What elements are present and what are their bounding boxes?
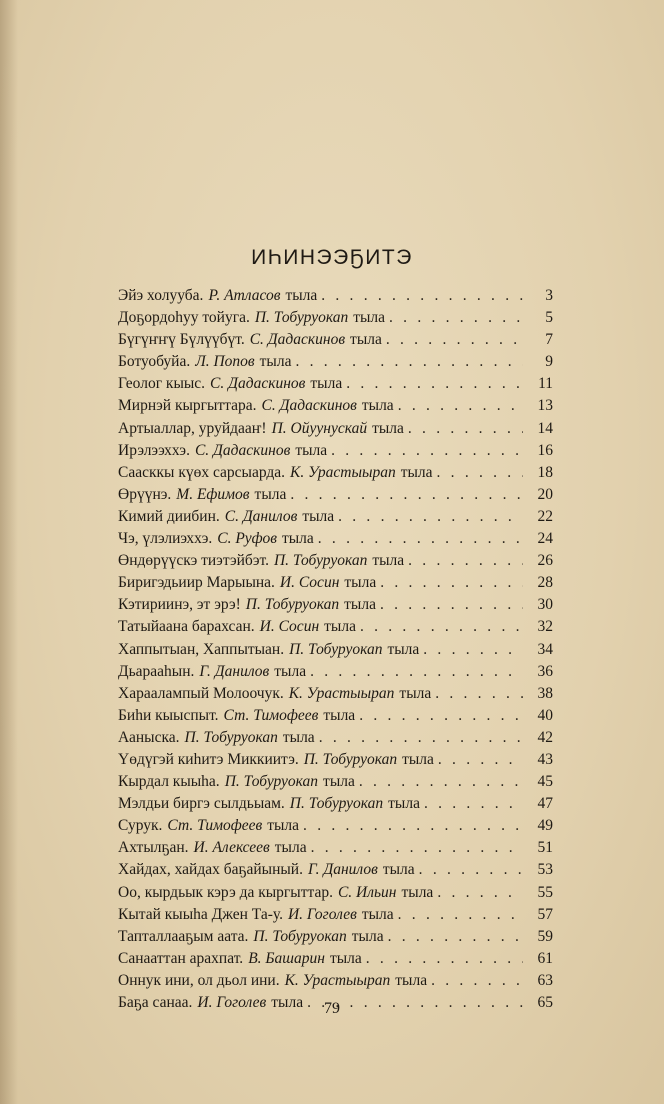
entry-page-number: 14 <box>537 419 553 437</box>
dot-leader <box>380 572 523 594</box>
entry-author: С. Дадаскинов <box>194 441 291 459</box>
entry-translator-label: тыла <box>361 905 394 923</box>
toc-entry <box>118 373 553 395</box>
entry-translator-label: тыла <box>388 795 420 813</box>
entry-translator-label: тыла <box>274 662 307 680</box>
entry-translator-label: тыла <box>329 949 362 967</box>
entry-translator-label: тыла <box>295 441 328 459</box>
toc-entry <box>118 550 553 572</box>
toc-entry <box>118 440 553 462</box>
entry-translator-label: тыла <box>372 552 405 570</box>
entry-title: Кырдал кыыһа. <box>118 773 220 791</box>
entry-title: Бүгүҥҥү Бүлүүбүт. <box>118 331 245 349</box>
entry-page-number: 11 <box>538 375 553 393</box>
entry-page-number: 7 <box>545 331 553 349</box>
entry-translator-label: тыла <box>302 507 335 525</box>
entry-title: Артыаллар, уруйдааҥ! <box>118 419 267 437</box>
entry-author: С. Данилов <box>224 507 298 525</box>
dot-leader <box>389 307 523 329</box>
toc-entry <box>118 926 553 948</box>
entry-title: Доҕордоһуу тойуга. <box>118 309 250 327</box>
entry-translator-label: тыла <box>344 596 376 614</box>
entry-author: П. Тобуруокап <box>289 795 384 813</box>
entry-page-number: 18 <box>537 463 553 481</box>
entry-author: П. Тобуруокап <box>253 927 347 945</box>
entry-title: Кимий диибин. <box>118 507 220 525</box>
dot-leader <box>419 859 523 881</box>
entry-author: И. Гоголев <box>197 994 267 1011</box>
dot-leader <box>386 329 523 351</box>
dot-leader <box>346 373 523 395</box>
entry-title: Татыйаана барахсан. <box>118 618 255 636</box>
entry-page-number: 65 <box>537 994 553 1011</box>
dot-leader <box>380 594 523 616</box>
entry-author: И. Сосин <box>259 618 320 636</box>
toc-entry <box>118 904 553 926</box>
table-of-contents <box>118 285 553 1014</box>
dot-leader <box>318 528 523 550</box>
dot-leader <box>423 639 523 661</box>
entry-page-number: 26 <box>537 552 553 570</box>
entry-title: Өндөрүүскэ тиэтэйбэт. <box>118 552 269 570</box>
entry-author: П. Тобуруокап <box>184 728 278 746</box>
page-number: 79 <box>324 1000 340 1017</box>
entry-author: Г. Данилов <box>307 861 378 879</box>
dot-leader <box>398 904 523 926</box>
page-title: ИҺИНЭЭҔИТЭ <box>251 246 413 269</box>
toc-entry <box>118 859 553 881</box>
entry-author: И. Алексеев <box>193 839 270 857</box>
entry-title: Дьарааһын. <box>118 662 195 680</box>
entry-title: Биһи кыыспыт. <box>118 706 219 724</box>
dot-leader <box>311 837 523 859</box>
entry-translator-label: тыла <box>254 485 287 503</box>
entry-page-number: 38 <box>537 684 553 702</box>
entry-page-number: 49 <box>537 817 553 835</box>
dot-leader <box>388 926 523 948</box>
dot-leader <box>437 462 523 484</box>
entry-translator-label: тыла <box>353 309 386 327</box>
entry-translator-label: тыла <box>271 994 304 1011</box>
entry-title: Ахтылҕан. <box>118 839 189 857</box>
toc-entry <box>118 639 553 661</box>
dot-leader <box>359 771 523 793</box>
toc-entry <box>118 661 553 683</box>
entry-page-number: 59 <box>537 927 553 945</box>
entry-author: С. Дадаскинов <box>261 397 357 415</box>
toc-entry <box>118 970 553 992</box>
entry-title: Ботуобуйа. <box>118 353 191 371</box>
entry-translator-label: тыла <box>402 750 434 768</box>
entry-title: Кытай кыыһа Джен Та-у. <box>118 905 283 923</box>
entry-title: Саасккы күөх сарсыарда. <box>118 463 286 481</box>
entry-page-number: 61 <box>537 949 553 967</box>
dot-leader <box>431 970 523 992</box>
dot-leader <box>338 506 523 528</box>
entry-page-number: 3 <box>545 287 553 304</box>
entry-author: К. Урастыырап <box>290 463 396 481</box>
dot-leader <box>290 484 523 506</box>
entry-translator-label: тыла <box>285 287 318 304</box>
entry-page-number: 36 <box>537 662 553 680</box>
entry-title: Чэ, үлэлиэххэ. <box>118 530 213 548</box>
dot-leader <box>321 285 523 307</box>
toc-entry <box>118 329 553 351</box>
entry-translator-label: тыла <box>395 971 428 989</box>
entry-page-number: 40 <box>537 706 553 724</box>
entry-author: С. Ильин <box>337 883 397 901</box>
entry-page-number: 51 <box>537 839 553 857</box>
entry-title: Баҕа санаа. <box>118 994 193 1011</box>
entry-page-number: 9 <box>545 353 553 371</box>
toc-entry <box>118 793 553 815</box>
entry-page-number: 22 <box>537 507 553 525</box>
dot-leader <box>319 727 523 749</box>
entry-translator-label: тыла <box>351 927 384 945</box>
entry-title: Оо, кырдьык кэрэ да кыргыттар. <box>118 883 333 901</box>
entry-translator-label: тыла <box>267 817 300 835</box>
spine-shadow <box>0 0 18 1104</box>
dot-leader <box>437 882 523 904</box>
entry-author: Ст. Тимофеев <box>223 706 319 724</box>
entry-author: С. Дадаскинов <box>249 331 346 349</box>
entry-author: П. Ойуунускай <box>271 419 368 437</box>
entry-author: С. Руфов <box>217 530 277 548</box>
dot-leader <box>303 815 523 837</box>
toc-entry <box>118 727 553 749</box>
entry-page-number: 28 <box>537 574 553 592</box>
entry-author: П. Тобуруокап <box>303 750 398 768</box>
toc-entry <box>118 307 553 329</box>
entry-page-number: 43 <box>537 750 553 768</box>
entry-page-number: 63 <box>537 971 553 989</box>
entry-author: Ст. Тимофеев <box>167 817 263 835</box>
entry-page-number: 20 <box>537 485 553 503</box>
toc-entry <box>118 948 553 970</box>
toc-entry <box>118 749 553 771</box>
dot-leader <box>398 395 523 417</box>
entry-title: Эйэ холууба. <box>118 287 204 304</box>
entry-title: Сурук. <box>118 817 163 835</box>
entry-page-number: 47 <box>537 795 553 813</box>
entry-page-number: 24 <box>537 530 553 548</box>
entry-page-number: 5 <box>545 309 553 327</box>
entry-translator-label: тыла <box>372 419 404 437</box>
toc-entry <box>118 351 553 373</box>
entry-translator-label: тыла <box>281 530 314 548</box>
entry-translator-label: тыла <box>310 375 343 393</box>
toc-entry <box>118 418 553 440</box>
toc-entry <box>118 395 553 417</box>
dot-leader <box>435 683 523 705</box>
toc-entry <box>118 815 553 837</box>
toc-entry <box>118 285 553 307</box>
entry-title: Мирнэй кыргыттара. <box>118 397 257 415</box>
dot-leader <box>359 705 523 727</box>
entry-author: И. Гоголев <box>287 905 357 923</box>
entry-title: Тапталлааҕым аата. <box>118 927 249 945</box>
dot-leader <box>424 793 523 815</box>
entry-page-number: 45 <box>537 773 553 791</box>
entry-title: Геолог кыыс. <box>118 375 206 393</box>
entry-page-number: 53 <box>537 861 553 879</box>
entry-page-number: 32 <box>537 618 553 636</box>
entry-author: Р. Атласов <box>208 287 281 304</box>
entry-author: П. Тобуруокап <box>224 773 319 791</box>
toc-entry <box>118 462 553 484</box>
entry-translator-label: тыла <box>323 706 356 724</box>
dot-leader <box>438 749 523 771</box>
toc-entry <box>118 594 553 616</box>
entry-author: Л. Попов <box>195 353 255 371</box>
entry-translator-label: тыла <box>344 574 377 592</box>
entry-translator-label: тыла <box>323 773 355 791</box>
entry-translator-label: тыла <box>399 684 432 702</box>
entry-page-number: 16 <box>537 441 553 459</box>
entry-title: Өрүүнэ. <box>118 485 172 503</box>
entry-title: Үөдүгэй киһитэ Миккиитэ. <box>118 750 299 768</box>
entry-author: С. Дадаскинов <box>210 375 306 393</box>
entry-author: П. Тобуруокап <box>254 309 349 327</box>
entry-translator-label: тыла <box>382 861 415 879</box>
toc-entry <box>118 882 553 904</box>
entry-translator-label: тыла <box>350 331 382 349</box>
toc-entry <box>118 572 553 594</box>
entry-author: П. Тобуруокап <box>273 552 368 570</box>
entry-translator-label: тыла <box>282 728 315 746</box>
entry-translator-label: тыла <box>361 397 394 415</box>
entry-translator-label: тыла <box>400 463 433 481</box>
toc-entry <box>118 484 553 506</box>
entry-title: Биригэдьиир Марыына. <box>118 574 275 592</box>
entry-title: Санааттан арахпат. <box>118 949 244 967</box>
entry-author: К. Урастыырап <box>284 971 391 989</box>
entry-title: Оннук ини, ол дьол ини. <box>118 971 280 989</box>
entry-author: Г. Данилов <box>199 662 270 680</box>
entry-author: М. Ефимов <box>176 485 250 503</box>
entry-page-number: 30 <box>537 596 553 614</box>
toc-entry <box>118 705 553 727</box>
entry-author: В. Башарин <box>248 949 325 967</box>
dot-leader <box>408 550 523 572</box>
entry-author: И. Сосин <box>279 574 340 592</box>
toc-entry <box>118 771 553 793</box>
entry-title: Мэлдьи биргэ сылдьыам. <box>118 795 285 813</box>
entry-author: П. Тобуруокап <box>289 640 383 658</box>
entry-author: П. Тобуруокап <box>245 596 340 614</box>
entry-title: Хаппытыан, Хаппытыан. <box>118 640 285 658</box>
entry-translator-label: тыла <box>259 353 292 371</box>
toc-entry <box>118 837 553 859</box>
entry-page-number: 34 <box>537 640 553 658</box>
toc-entry <box>118 616 553 638</box>
dot-leader <box>360 616 523 638</box>
entry-page-number: 55 <box>537 883 553 901</box>
dot-leader <box>310 661 523 683</box>
entry-title: Ааныска. <box>118 728 180 746</box>
dot-leader <box>331 440 523 462</box>
toc-entry <box>118 506 553 528</box>
entry-title: Ирэлээххэ. <box>118 441 190 459</box>
dot-leader <box>408 418 523 440</box>
toc-entry <box>118 683 553 705</box>
entry-page-number: 42 <box>537 728 553 746</box>
entry-title: Хараалампый Молоочук. <box>118 684 284 702</box>
dot-leader <box>295 351 523 373</box>
toc-entry <box>118 528 553 550</box>
entry-translator-label: тыла <box>387 640 420 658</box>
entry-author: К. Урастыырап <box>288 684 395 702</box>
entry-title: Хайдах, хайдах баҕайыный. <box>118 861 303 879</box>
entry-translator-label: тыла <box>324 618 356 636</box>
entry-title: Кэтириинэ, эт эрэ! <box>118 596 241 614</box>
entry-translator-label: тыла <box>274 839 307 857</box>
entry-page-number: 57 <box>537 905 553 923</box>
dot-leader <box>366 948 523 970</box>
entry-translator-label: тыла <box>401 883 434 901</box>
entry-page-number: 13 <box>537 397 553 415</box>
